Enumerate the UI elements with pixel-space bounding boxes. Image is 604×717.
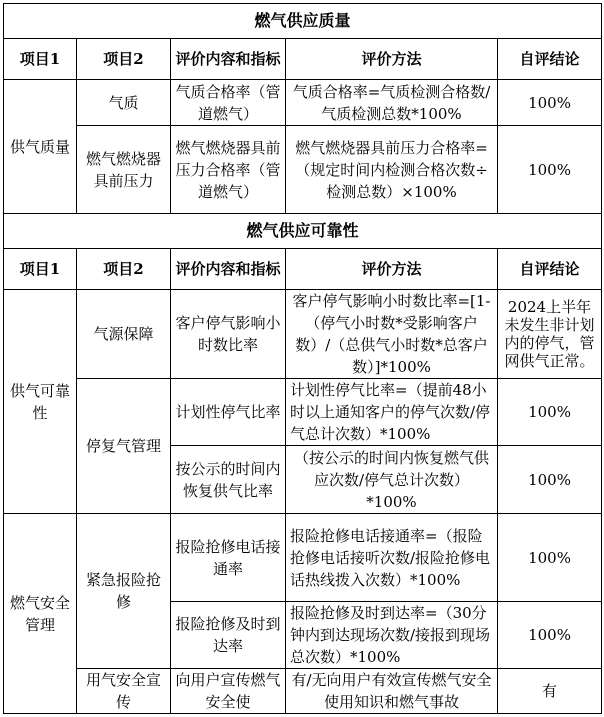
group-supply-reliability: 供气可靠性 [4, 290, 77, 514]
content-cell: 气质合格率（管道燃气） [171, 80, 286, 126]
header-item2: 项目2 [77, 249, 171, 290]
header-result: 自评结论 [498, 249, 602, 290]
header-item2: 项目2 [77, 39, 171, 80]
header-content: 评价内容和指标 [171, 249, 286, 290]
header-item1: 项目1 [4, 249, 77, 290]
item2-cell: 气质 [77, 80, 171, 126]
method-cell: 报险抢修电话接通率=（报险抢修电话接听次数/报险抢修电话热线拨入次数）*100% [286, 514, 498, 602]
group-supply-quality: 供气质量 [4, 80, 77, 214]
content-cell: 报险抢修电话接通率 [171, 514, 286, 602]
item2-cell: 燃气燃烧器具前压力 [77, 126, 171, 214]
result-cell: 有 [498, 669, 602, 714]
item2-cell: 紧急报险抢修 [77, 514, 171, 669]
content-cell: 报险抢修及时到达率 [171, 602, 286, 669]
gas-evaluation-table [3, 3, 602, 714]
result-cell: 100% [498, 80, 602, 126]
content-cell: 向用户宣传燃气安全使 [171, 669, 286, 714]
header-content: 评价内容和指标 [171, 39, 286, 80]
content-cell: 计划性停气比率 [171, 379, 286, 446]
method-cell: （按公示的时间内恢复燃气供应次数/停气总计次数）*100% [286, 446, 498, 514]
header-method: 评价方法 [286, 39, 498, 80]
method-cell: 计划性停气比率=（提前48小时以上通知客户的停气次数/停气总计次数）*100% [286, 379, 498, 446]
header-result: 自评结论 [498, 39, 602, 80]
header-method: 评价方法 [286, 249, 498, 290]
method-cell: 客户停气影响小时数比率=[1-（停气小时数*受影响客户数）/（总供气小时数*总客户数）]*100% [286, 290, 498, 379]
content-cell: 按公示的时间内恢复供气比率 [171, 446, 286, 514]
section-title-supply-quality: 燃气供应质量 [4, 4, 602, 39]
content-cell: 燃气燃烧器具前压力合格率（管道燃气） [171, 126, 286, 214]
section-title-supply-reliability: 燃气供应可靠性 [4, 214, 602, 249]
result-cell: 100% [498, 126, 602, 214]
content-cell: 客户停气影响小时数比率 [171, 290, 286, 379]
header-item1: 项目1 [4, 39, 77, 80]
result-cell: 100% [498, 446, 602, 514]
result-cell: 2024上半年未发生非计划内的停气，管网供气正常。 [498, 290, 602, 379]
group-safety-management: 燃气安全管理 [4, 514, 77, 714]
result-cell: 100% [498, 379, 602, 446]
method-cell: 有/无向用户有效宣传燃气安全使用知识和燃气事故 [286, 669, 498, 714]
method-cell: 燃气燃烧器具前压力合格率=（规定时间内检测合格次数÷检测总数）×100% [286, 126, 498, 214]
method-cell: 报险抢修及时到达率=（30分钟内到达现场次数/接报到现场总次数）*100% [286, 602, 498, 669]
item2-cell: 用气安全宣传 [77, 669, 171, 714]
result-cell: 100% [498, 514, 602, 602]
item2-cell: 气源保障 [77, 290, 171, 379]
item2-cell: 停复气管理 [77, 379, 171, 514]
method-cell: 气质合格率=气质检测合格数/气质检测总数*100% [286, 80, 498, 126]
result-cell: 100% [498, 602, 602, 669]
